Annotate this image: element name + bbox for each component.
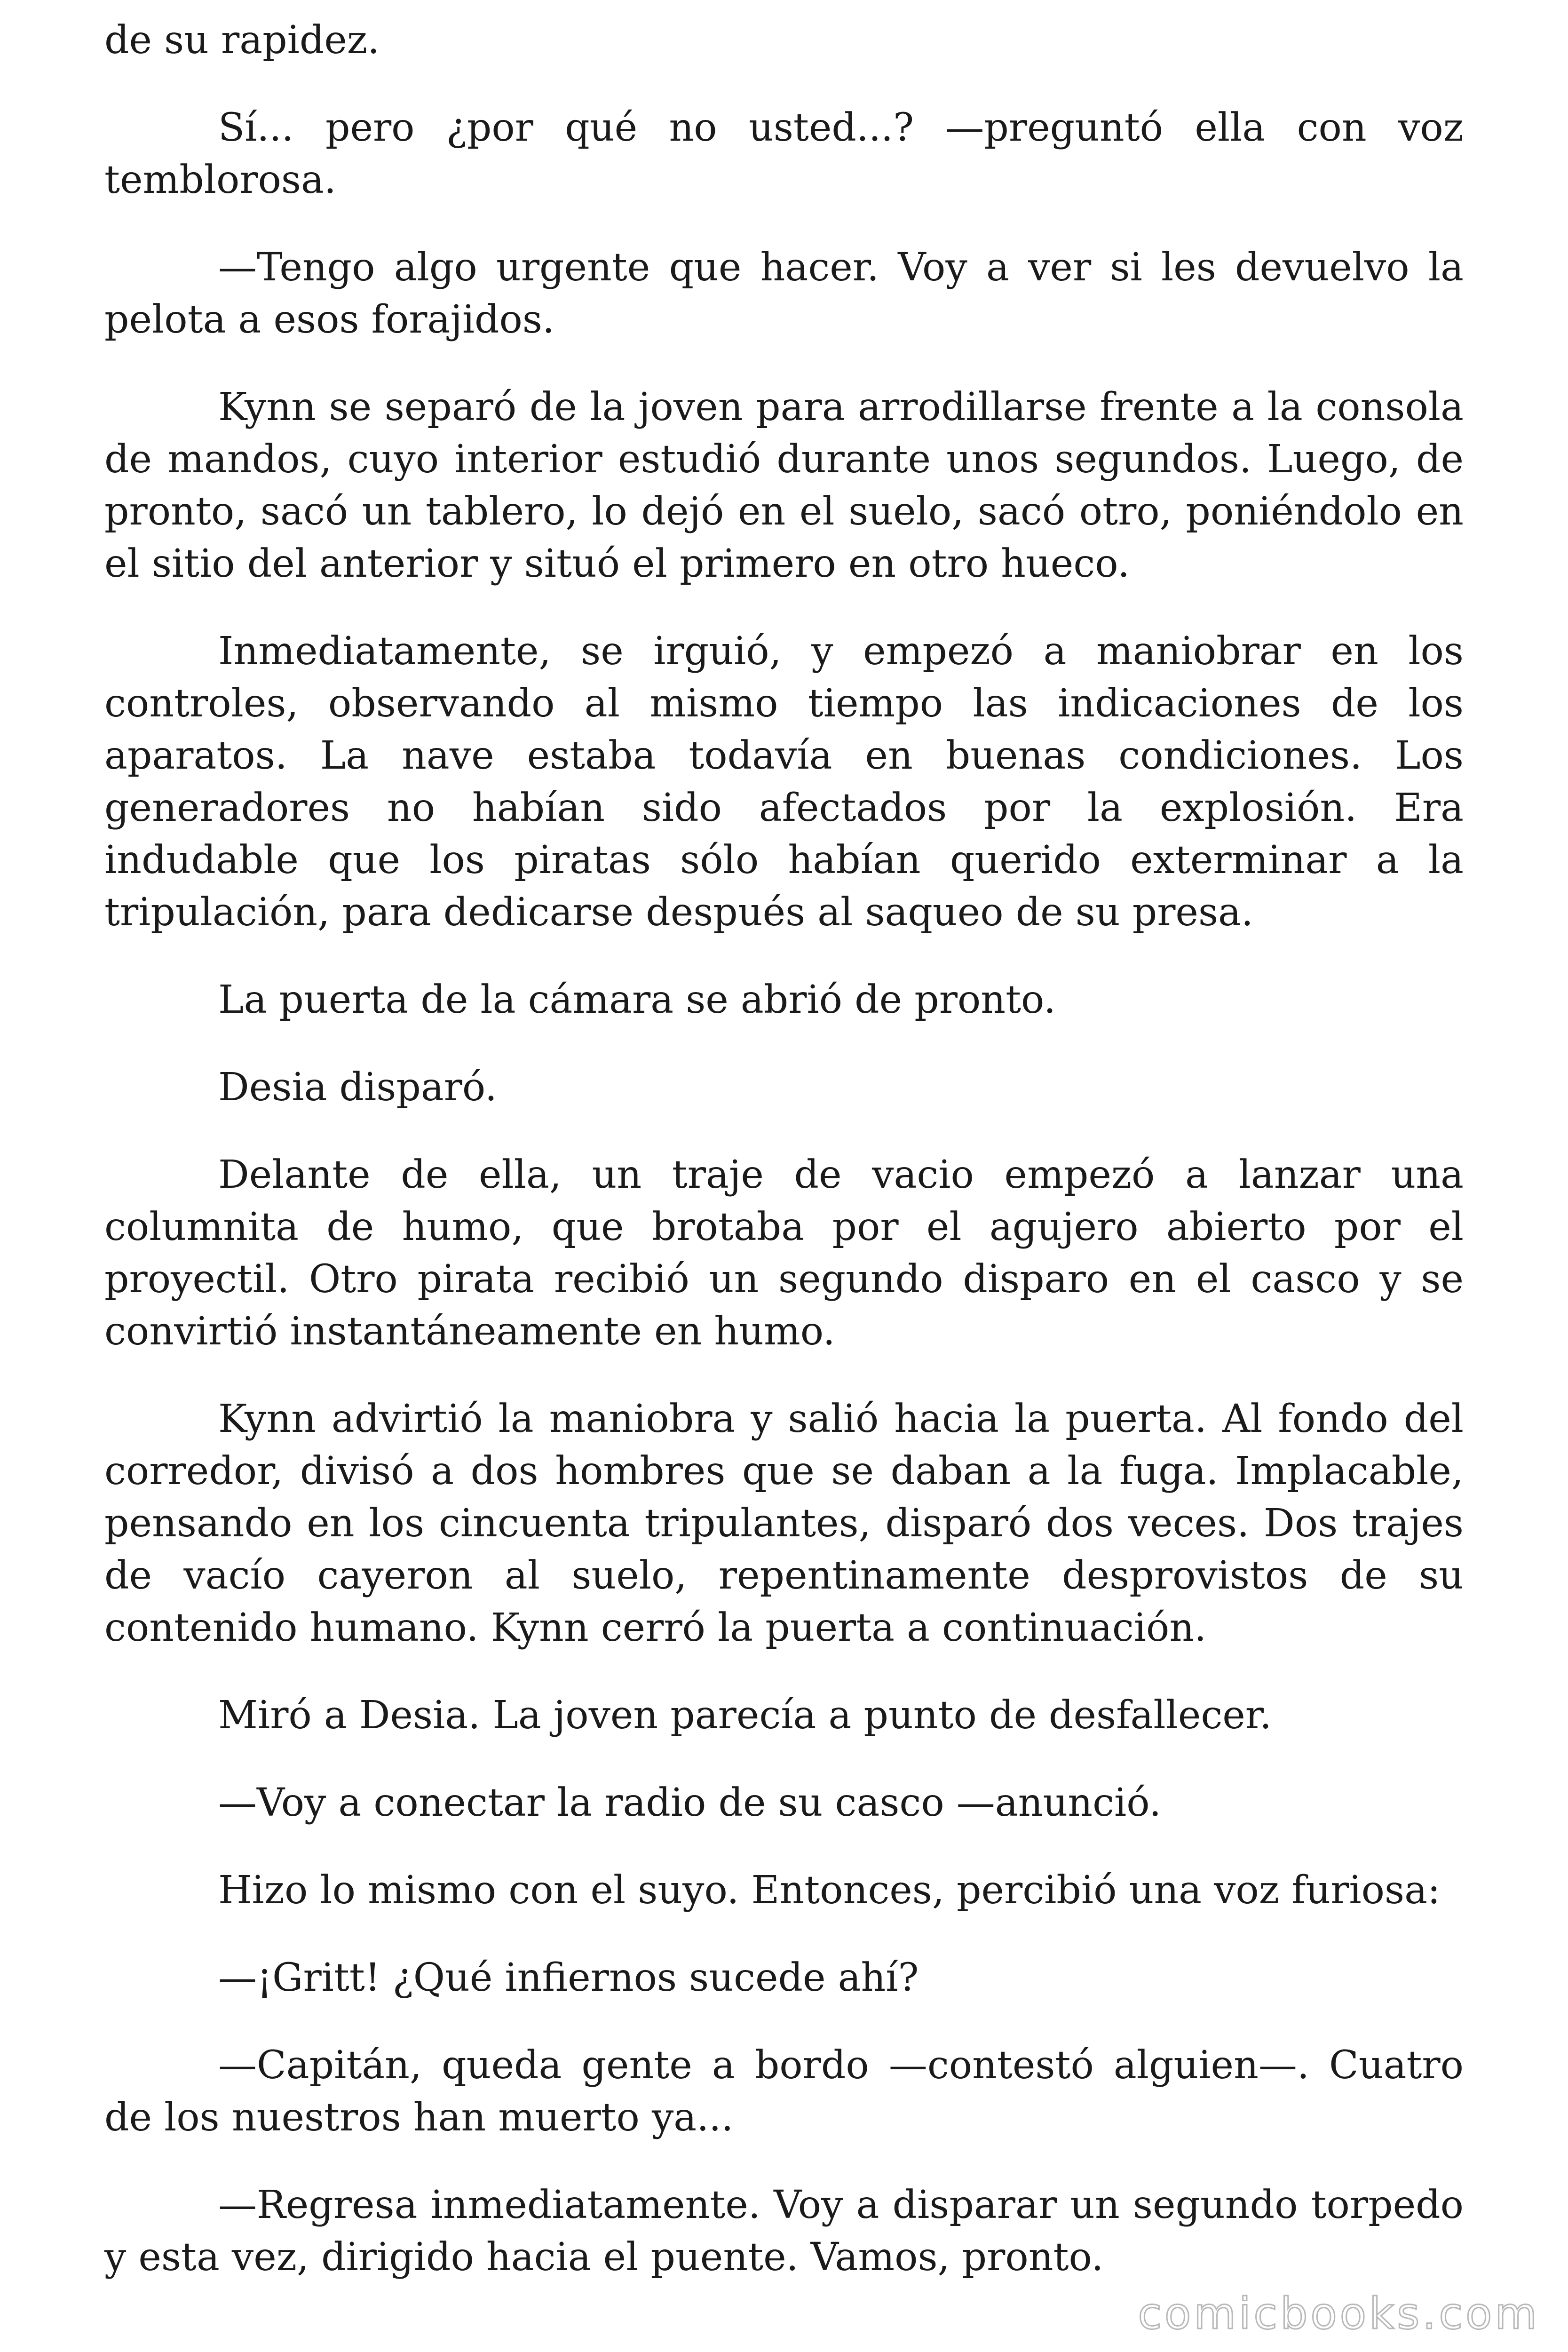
paragraph: —Capitán, queda gente a bordo —contestó alguien—. Cuatro de los nuestros han muerto ya... [104,2043,1464,2140]
paragraph: Hizo lo mismo con el suyo. Entonces, percibió una voz furiosa: [218,1868,1441,1913]
paragraph: Delante de ella, un traje de vacio empezó a lanzar una columnita de humo, que brotaba por el agujero abierto por el proyectil. Otro pirata recibió un segundo disparo en el casco y se convirtió instantáneamente en humo. [104,1152,1464,1354]
watermark: comicbooks.com [1138,2288,1540,2339]
paragraph: —¡Gritt! ¿Qué infiernos sucede ahí? [218,1955,919,2000]
paragraph: Desia disparó. [218,1065,497,1110]
paragraph: Miró a Desia. La joven parecía a punto de desfallecer. [218,1693,1272,1738]
paragraph: Inmediatamente, se irguió, y empezó a maniobrar en los controles, observando al mismo tiempo las indicaciones de los aparatos. La nave estaba todavía en buenas condiciones. Los generadores no habían sido afectados por la explosión. Era indudable que los piratas sólo habían querido exterminar a la tripulación, para dedicarse después al saqueo de su presa. [104,629,1464,935]
page-text [104,14,1464,2319]
paragraph: Sí... pero ¿por qué no usted...? —preguntó ella con voz temblorosa. [104,105,1464,202]
paragraph: Kynn advirtió la maniobra y salió hacia la puerta. Al fondo del corredor, divisó a dos hombres que se daban a la fuga. Implacable, pensando en los cincuenta tripulantes, disparó dos veces. Dos trajes de vacío cayeron al suelo, repentinamente desprovistos de su contenido humano. Kynn cerró la puerta a continuación. [104,1397,1464,1650]
paragraph: —Tengo algo urgente que hacer. Voy a ver si les devuelvo la pelota a esos forajidos. [104,245,1464,342]
paragraph: Kynn se separó de la joven para arrodillarse frente a la consola de mandos, cuyo interior estudió durante unos segundos. Luego, de pronto, sacó un tablero, lo dejó en el suelo, sacó otro, poniéndolo en el sitio del anterior y situó el primero en otro hueco. [104,385,1464,586]
paragraph: de su rapidez. [104,18,380,63]
paragraph: —Voy a conectar la radio de su casco —anunció. [218,1780,1162,1825]
paragraph: —Regresa inmediatamente. Voy a disparar un segundo torpedo y esta vez, dirigido hacia el puente. Vamos, pronto. [104,2183,1464,2280]
paragraph: La puerta de la cámara se abrió de pronto. [218,977,1056,1022]
